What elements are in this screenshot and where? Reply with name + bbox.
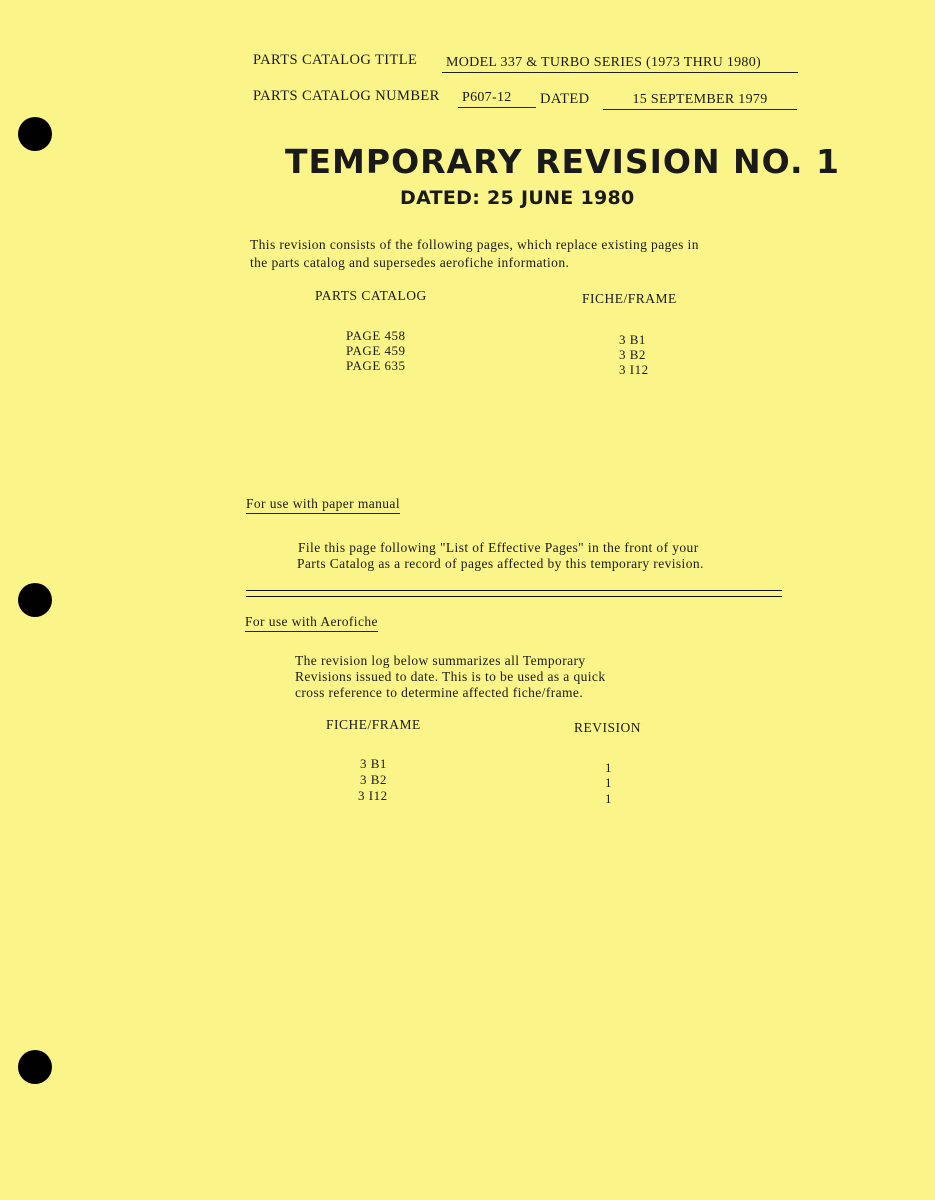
- log-col-fiche-frame: FICHE/FRAME: [326, 717, 421, 732]
- log-row-1-revision: 1: [605, 760, 612, 775]
- aerofiche-line-3: cross reference to determine affected fiche/frame.: [295, 685, 584, 700]
- catalog-dated-value: 15 SEPTEMBER 1979: [603, 92, 797, 110]
- aerofiche-heading: For use with Aerofiche: [245, 614, 378, 632]
- pages-row-3-page: PAGE 635: [346, 358, 406, 373]
- section-divider-top: [246, 590, 782, 591]
- pages-col-fiche-frame: FICHE/FRAME: [582, 291, 677, 306]
- aerofiche-line-2: Revisions issued to date. This is to be used as a quick: [295, 669, 606, 684]
- pages-row-2-frame: 3 B2: [619, 347, 646, 362]
- pages-row-3-frame: 3 I12: [619, 362, 649, 377]
- binder-hole-middle: [18, 583, 52, 617]
- log-row-2-frame: 3 B2: [360, 772, 387, 787]
- paper-manual-heading: For use with paper manual: [246, 496, 400, 514]
- catalog-dated-label: DATED: [540, 91, 590, 107]
- binder-hole-bottom: [18, 1050, 52, 1084]
- intro-line-1: This revision consists of the following pages, which replace existing pages in: [250, 237, 699, 252]
- log-row-3-frame: 3 I12: [358, 788, 388, 803]
- catalog-number-label: PARTS CATALOG NUMBER: [253, 88, 440, 104]
- catalog-title-value: MODEL 337 & TURBO SERIES (1973 THRU 1980): [442, 55, 798, 73]
- log-row-1-frame: 3 B1: [360, 756, 387, 771]
- paper-manual-line-1: File this page following "List of Effective Pages" in the front of your: [298, 540, 699, 555]
- revision-title: TEMPORARY REVISION NO. 1: [285, 142, 840, 181]
- pages-col-parts-catalog: PARTS CATALOG: [315, 288, 427, 303]
- pages-row-1-page: PAGE 458: [346, 328, 406, 343]
- catalog-number-value: P607-12: [458, 90, 536, 108]
- section-divider-bottom: [246, 596, 782, 597]
- log-col-revision: REVISION: [574, 720, 641, 735]
- aerofiche-line-1: The revision log below summarizes all Temporary: [295, 653, 586, 668]
- paper-manual-line-2: Parts Catalog as a record of pages affected by this temporary revision.: [297, 556, 704, 571]
- log-row-3-revision: 1: [605, 791, 612, 806]
- binder-hole-top: [18, 117, 52, 151]
- intro-line-2: the parts catalog and supersedes aerofiche information.: [250, 255, 570, 270]
- catalog-title-label: PARTS CATALOG TITLE: [253, 52, 418, 68]
- pages-row-1-frame: 3 B1: [619, 332, 646, 347]
- revision-date: DATED: 25 JUNE 1980: [400, 187, 635, 209]
- pages-row-2-page: PAGE 459: [346, 343, 406, 358]
- log-row-2-revision: 1: [605, 775, 612, 790]
